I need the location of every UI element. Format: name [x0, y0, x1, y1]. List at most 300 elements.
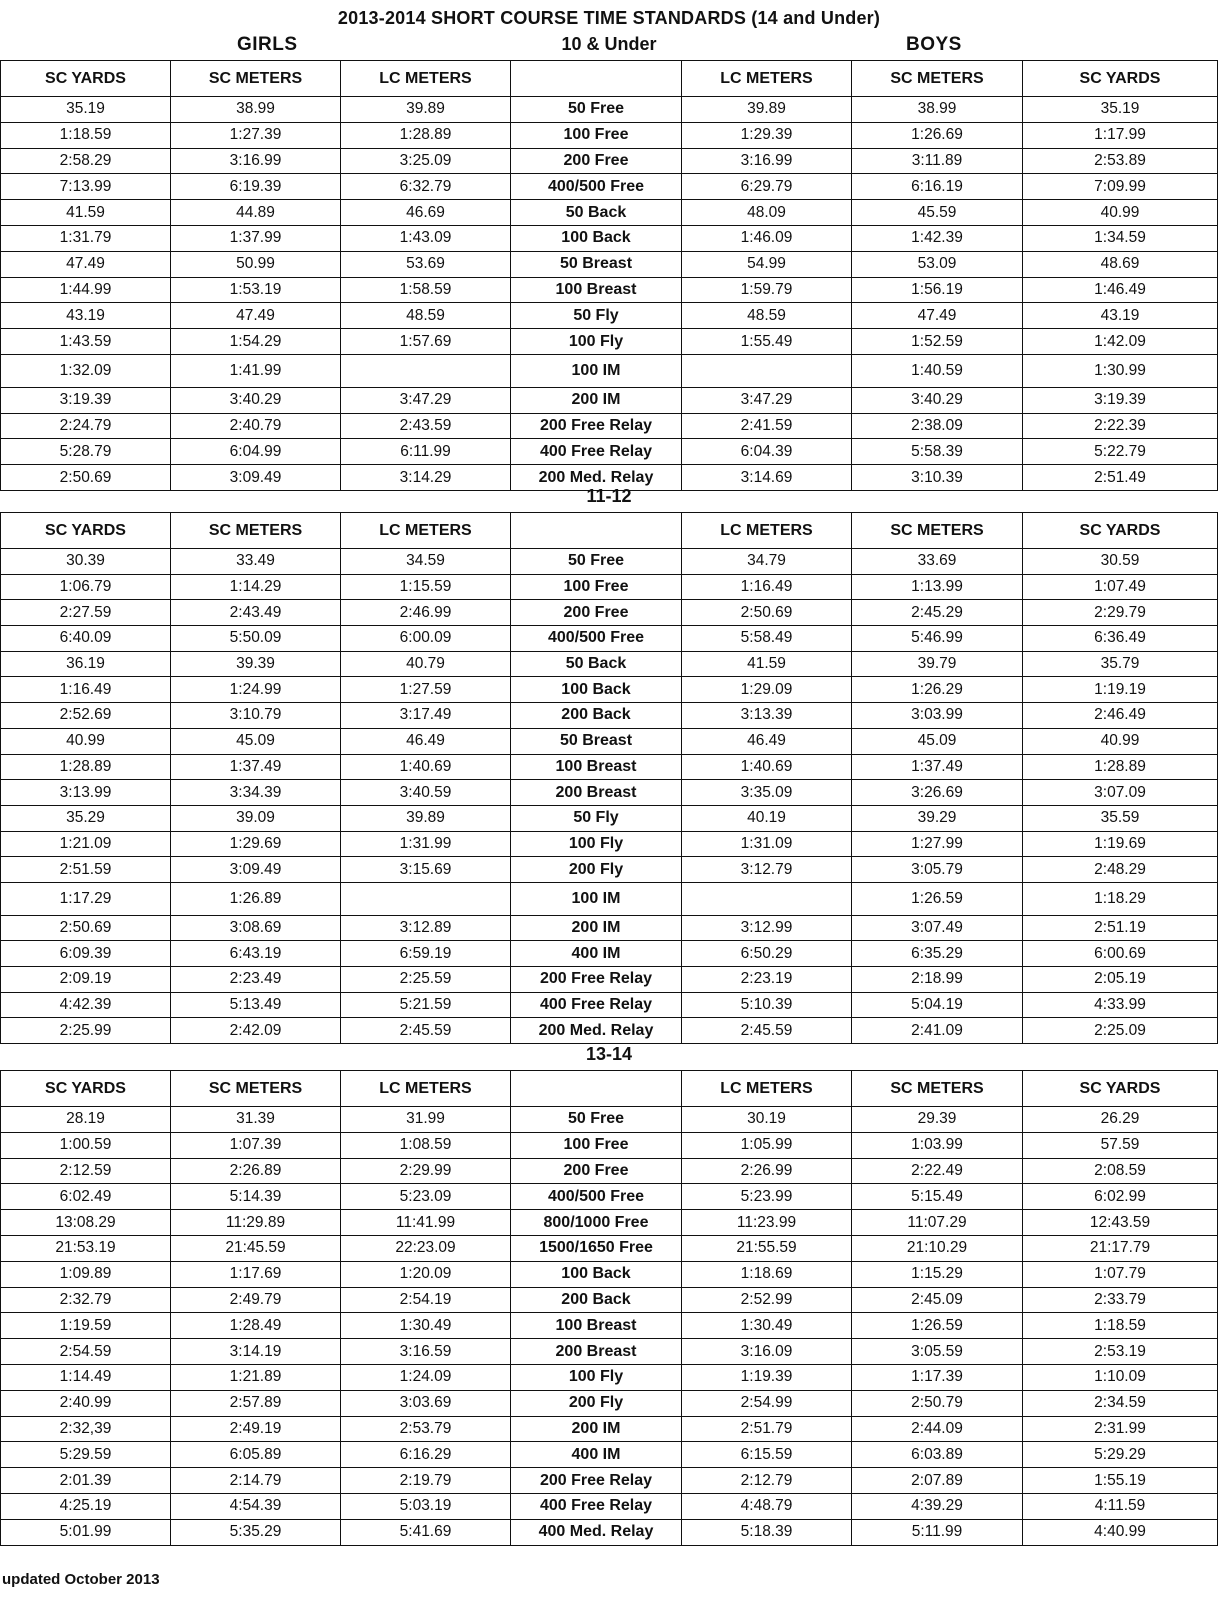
time-cell: 1:30.49 [341, 1313, 511, 1339]
time-cell: 3:10.39 [852, 465, 1023, 491]
column-header [511, 1071, 682, 1107]
event-cell: 100 Back [511, 1261, 682, 1287]
time-cell: 1:18.59 [1, 122, 171, 148]
table-row [1, 857, 1218, 883]
table-row [1, 1235, 1218, 1261]
time-cell: 6:15.59 [682, 1442, 852, 1468]
time-cell: 5:58.49 [682, 626, 852, 652]
time-cell: 11:41.99 [341, 1210, 511, 1236]
time-cell: 3:16.99 [682, 148, 852, 174]
time-cell: 47.49 [852, 303, 1023, 329]
time-cell: 4:39.29 [852, 1493, 1023, 1519]
table-row [1, 626, 1218, 652]
time-cell: 2:34.59 [1023, 1390, 1218, 1416]
column-header: SC YARDS [1, 513, 171, 549]
event-cell: 400 IM [511, 1442, 682, 1468]
event-cell: 200 Med. Relay [511, 465, 682, 491]
time-cell: 50.99 [171, 251, 341, 277]
time-cell: 2:50.69 [1, 465, 171, 491]
time-cell: 3:09.49 [171, 465, 341, 491]
time-cell: 1:55.19 [1023, 1468, 1218, 1494]
event-cell: 200 IM [511, 1416, 682, 1442]
time-cell: 6:36.49 [1023, 626, 1218, 652]
column-header [511, 513, 682, 549]
table-row [1, 805, 1218, 831]
time-cell: 5:29.29 [1023, 1442, 1218, 1468]
time-cell: 1:30.99 [1023, 354, 1218, 387]
time-cell: 2:25.99 [1, 1018, 171, 1044]
time-cell: 1:18.59 [1023, 1313, 1218, 1339]
time-cell: 6:43.19 [171, 941, 341, 967]
time-cell: 39.79 [852, 651, 1023, 677]
time-cell: 2:12.79 [682, 1468, 852, 1494]
time-cell: 1:20.09 [341, 1261, 511, 1287]
time-cell: 57.59 [1023, 1132, 1218, 1158]
time-cell: 2:43.59 [341, 413, 511, 439]
table-row [1, 574, 1218, 600]
time-cell: 6:11.99 [341, 439, 511, 465]
time-cell: 2:42.09 [171, 1018, 341, 1044]
time-cell: 5:18.39 [682, 1519, 852, 1545]
time-cell: 21:45.59 [171, 1235, 341, 1261]
time-cell: 3:11.89 [852, 148, 1023, 174]
time-cell: 35.19 [1023, 97, 1218, 123]
time-cell: 2:50.69 [1, 915, 171, 941]
column-header: SC YARDS [1023, 61, 1218, 97]
age-group-heading: 11-12 [586, 486, 632, 506]
time-cell: 3:05.59 [852, 1339, 1023, 1365]
time-cell: 4:48.79 [682, 1493, 852, 1519]
time-cell: 2:44.09 [852, 1416, 1023, 1442]
time-cell: 12:43.59 [1023, 1210, 1218, 1236]
time-cell: 3:13.39 [682, 703, 852, 729]
time-cell: 2:41.09 [852, 1018, 1023, 1044]
event-cell: 400 Free Relay [511, 1493, 682, 1519]
time-cell: 6:29.79 [682, 174, 852, 200]
time-cell: 2:25.09 [1023, 1018, 1218, 1044]
time-cell: 41.59 [1, 200, 171, 226]
column-header [511, 61, 682, 97]
time-cell: 1:37.99 [171, 225, 341, 251]
event-cell: 100 Free [511, 122, 682, 148]
event-cell: 400/500 Free [511, 626, 682, 652]
time-cell: 5:28.79 [1, 439, 171, 465]
table-row [1, 225, 1218, 251]
time-cell: 2:33.79 [1023, 1287, 1218, 1313]
time-cell: 3:40.29 [852, 387, 1023, 413]
table-row [1, 122, 1218, 148]
time-cell: 1:24.99 [171, 677, 341, 703]
time-cell: 46.69 [341, 200, 511, 226]
time-cell: 2:32,39 [1, 1416, 171, 1442]
event-cell: 200 IM [511, 387, 682, 413]
age-group-heading: 10 & Under [561, 34, 657, 54]
table-row [1, 251, 1218, 277]
time-cell: 1:42.09 [1023, 329, 1218, 355]
event-cell: 400 Free Relay [511, 439, 682, 465]
time-cell: 5:29.59 [1, 1442, 171, 1468]
event-cell: 100 Breast [511, 277, 682, 303]
event-cell: 200 Free [511, 600, 682, 626]
table-row [1, 780, 1218, 806]
time-cell [341, 354, 511, 387]
time-cell: 6:00.69 [1023, 941, 1218, 967]
event-cell: 100 Back [511, 677, 682, 703]
time-cell: 1:43.09 [341, 225, 511, 251]
time-cell: 6:03.89 [852, 1442, 1023, 1468]
time-cell: 1:10.09 [1023, 1364, 1218, 1390]
time-cell: 3:07.49 [852, 915, 1023, 941]
event-cell: 100 Fly [511, 329, 682, 355]
time-cell: 1:28.89 [1023, 754, 1218, 780]
time-cell: 45.09 [852, 728, 1023, 754]
time-cell: 2:14.79 [171, 1468, 341, 1494]
table-row [1, 387, 1218, 413]
time-cell: 3:10.79 [171, 703, 341, 729]
time-cell: 3:25.09 [341, 148, 511, 174]
time-cell: 6:04.39 [682, 439, 852, 465]
time-cell: 2:31.99 [1023, 1416, 1218, 1442]
time-cell: 6:16.19 [852, 174, 1023, 200]
time-cell: 1:26.89 [171, 882, 341, 915]
time-cell: 21:53.19 [1, 1235, 171, 1261]
time-cell: 46.49 [341, 728, 511, 754]
age-group-heading: 13-14 [585, 1044, 633, 1064]
time-cell [682, 882, 852, 915]
time-cell: 5:15.49 [852, 1184, 1023, 1210]
table-row [1, 967, 1218, 993]
table-row [1, 1313, 1218, 1339]
time-cell: 11:29.89 [171, 1210, 341, 1236]
time-cell: 35.19 [1, 97, 171, 123]
time-cell: 11:23.99 [682, 1210, 852, 1236]
column-header: LC METERS [682, 61, 852, 97]
event-cell: 100 Fly [511, 831, 682, 857]
event-cell: 50 Breast [511, 251, 682, 277]
time-cell: 3:26.69 [852, 780, 1023, 806]
table-row [1, 329, 1218, 355]
table-row [1, 915, 1218, 941]
table-row [1, 303, 1218, 329]
table-row [1, 1416, 1218, 1442]
column-header: SC METERS [852, 61, 1023, 97]
table-row [1, 600, 1218, 626]
time-cell: 38.99 [171, 97, 341, 123]
time-cell: 2:46.99 [341, 600, 511, 626]
table-row [1, 1158, 1218, 1184]
time-cell: 33.69 [852, 549, 1023, 575]
time-cell: 6:59.19 [341, 941, 511, 967]
time-cell: 40.19 [682, 805, 852, 831]
time-cell: 46.49 [682, 728, 852, 754]
event-cell: 50 Free [511, 549, 682, 575]
time-cell: 6:19.39 [171, 174, 341, 200]
time-cell: 43.19 [1, 303, 171, 329]
time-cell: 34.79 [682, 549, 852, 575]
time-cell: 40.99 [1023, 200, 1218, 226]
time-cell: 1:53.19 [171, 277, 341, 303]
time-cell: 2:51.79 [682, 1416, 852, 1442]
time-cell: 1:27.59 [341, 677, 511, 703]
time-cell: 2:52.99 [682, 1287, 852, 1313]
time-cell: 1:31.79 [1, 225, 171, 251]
time-cell: 2:50.69 [682, 600, 852, 626]
time-cell: 53.69 [341, 251, 511, 277]
time-cell: 6:04.99 [171, 439, 341, 465]
time-cell: 39.89 [341, 805, 511, 831]
time-cell: 6:00.09 [341, 626, 511, 652]
table-row [1, 992, 1218, 1018]
time-cell: 2:48.29 [1023, 857, 1218, 883]
time-cell: 1:27.99 [852, 831, 1023, 857]
time-cell: 6:50.29 [682, 941, 852, 967]
time-cell: 1:28.89 [341, 122, 511, 148]
time-cell: 54.99 [682, 251, 852, 277]
time-cell: 3:35.09 [682, 780, 852, 806]
time-cell: 1:37.49 [171, 754, 341, 780]
time-cell: 34.59 [341, 549, 511, 575]
event-cell: 800/1000 Free [511, 1210, 682, 1236]
time-cell: 1:59.79 [682, 277, 852, 303]
time-cell: 39.29 [852, 805, 1023, 831]
time-cell: 1:40.59 [852, 354, 1023, 387]
time-cell: 5:23.09 [341, 1184, 511, 1210]
time-cell: 1:19.59 [1, 1313, 171, 1339]
time-cell: 5:03.19 [341, 1493, 511, 1519]
time-cell: 2:53.89 [1023, 148, 1218, 174]
time-cell: 53.09 [852, 251, 1023, 277]
time-cell: 30.59 [1023, 549, 1218, 575]
table-row [1, 200, 1218, 226]
time-cell: 40.99 [1, 728, 171, 754]
column-header: LC METERS [682, 513, 852, 549]
time-cell: 1:16.49 [1, 677, 171, 703]
time-cell: 1:55.49 [682, 329, 852, 355]
time-cell: 4:42.39 [1, 992, 171, 1018]
table-row [1, 1468, 1218, 1494]
time-cell: 3:03.99 [852, 703, 1023, 729]
time-cell: 1:07.39 [171, 1132, 341, 1158]
event-cell: 200 Back [511, 1287, 682, 1313]
time-cell: 1:26.29 [852, 677, 1023, 703]
time-cell: 21:10.29 [852, 1235, 1023, 1261]
time-cell: 3:19.39 [1, 387, 171, 413]
time-cell: 3:05.79 [852, 857, 1023, 883]
time-cell: 6:09.39 [1, 941, 171, 967]
time-cell: 2:32.79 [1, 1287, 171, 1313]
time-cell: 5:46.99 [852, 626, 1023, 652]
event-cell: 400 IM [511, 941, 682, 967]
time-cell: 1:40.69 [682, 754, 852, 780]
time-cell: 26.29 [1023, 1107, 1218, 1133]
time-cell: 4:33.99 [1023, 992, 1218, 1018]
event-cell: 50 Fly [511, 303, 682, 329]
time-cell: 48.69 [1023, 251, 1218, 277]
time-cell: 3:09.49 [171, 857, 341, 883]
time-cell: 6:32.79 [341, 174, 511, 200]
time-cell: 39.89 [682, 97, 852, 123]
time-cell: 1:17.99 [1023, 122, 1218, 148]
time-cell: 2:46.49 [1023, 703, 1218, 729]
time-cell [341, 882, 511, 915]
time-cell: 28.19 [1, 1107, 171, 1133]
table-row [1, 1184, 1218, 1210]
time-cell: 2:29.79 [1023, 600, 1218, 626]
time-cell: 2:05.19 [1023, 967, 1218, 993]
table-row [1, 882, 1218, 915]
time-cell: 4:25.19 [1, 1493, 171, 1519]
time-cell: 29.39 [852, 1107, 1023, 1133]
time-cell: 1:27.39 [171, 122, 341, 148]
table-row [1, 97, 1218, 123]
time-cell: 5:23.99 [682, 1184, 852, 1210]
time-cell: 1:42.39 [852, 225, 1023, 251]
time-cell: 1:57.69 [341, 329, 511, 355]
time-cell: 1:43.59 [1, 329, 171, 355]
column-header: LC METERS [341, 1071, 511, 1107]
table-row [1, 439, 1218, 465]
time-cell: 2:23.19 [682, 967, 852, 993]
time-cell: 43.19 [1023, 303, 1218, 329]
column-header: SC YARDS [1023, 513, 1218, 549]
time-cell: 2:08.59 [1023, 1158, 1218, 1184]
table-row [1, 1107, 1218, 1133]
time-cell: 1:18.29 [1023, 882, 1218, 915]
time-cell: 1:13.99 [852, 574, 1023, 600]
girls-label: GIRLS [237, 34, 298, 55]
time-cell: 1:06.79 [1, 574, 171, 600]
time-cell: 2:40.99 [1, 1390, 171, 1416]
time-cell: 1:15.29 [852, 1261, 1023, 1287]
event-cell: 200 Free Relay [511, 413, 682, 439]
time-cell: 1:37.49 [852, 754, 1023, 780]
time-cell: 1:40.69 [341, 754, 511, 780]
time-cell: 35.29 [1, 805, 171, 831]
time-cell: 2:43.49 [171, 600, 341, 626]
column-header: SC YARDS [1, 1071, 171, 1107]
time-cell: 1:17.69 [171, 1261, 341, 1287]
table-row [1, 1132, 1218, 1158]
time-cell: 6:35.29 [852, 941, 1023, 967]
time-cell: 5:22.79 [1023, 439, 1218, 465]
event-cell: 200 Breast [511, 780, 682, 806]
table-row [1, 941, 1218, 967]
event-cell: 200 Free [511, 1158, 682, 1184]
time-cell: 1:26.69 [852, 122, 1023, 148]
table-row [1, 1210, 1218, 1236]
time-cell: 3:19.39 [1023, 387, 1218, 413]
time-cell: 2:19.79 [341, 1468, 511, 1494]
time-cell: 2:41.59 [682, 413, 852, 439]
time-cell: 5:04.19 [852, 992, 1023, 1018]
time-cell: 3:40.29 [171, 387, 341, 413]
time-cell: 6:16.29 [341, 1442, 511, 1468]
time-cell: 1:29.69 [171, 831, 341, 857]
event-cell: 100 Fly [511, 1364, 682, 1390]
time-cell: 2:40.79 [171, 413, 341, 439]
time-cell: 1:05.99 [682, 1132, 852, 1158]
time-cell: 2:54.19 [341, 1287, 511, 1313]
column-header-row [1, 61, 1218, 97]
time-cell: 5:13.49 [171, 992, 341, 1018]
time-cell: 2:25.59 [341, 967, 511, 993]
event-cell: 400 Free Relay [511, 992, 682, 1018]
time-cell: 31.99 [341, 1107, 511, 1133]
time-cell: 5:41.69 [341, 1519, 511, 1545]
column-header: SC METERS [171, 61, 341, 97]
time-cell: 1:31.99 [341, 831, 511, 857]
column-header: LC METERS [682, 1071, 852, 1107]
time-cell: 2:52.69 [1, 703, 171, 729]
time-cell: 6:05.89 [171, 1442, 341, 1468]
table-row [1, 1287, 1218, 1313]
time-cell: 21:17.79 [1023, 1235, 1218, 1261]
column-header: SC METERS [852, 513, 1023, 549]
time-cell: 3:14.19 [171, 1339, 341, 1365]
column-header-row [1, 1071, 1218, 1107]
time-cell: 13:08.29 [1, 1210, 171, 1236]
time-cell: 47.49 [171, 303, 341, 329]
table-row [1, 754, 1218, 780]
time-cell: 21:55.59 [682, 1235, 852, 1261]
time-cell: 3:15.69 [341, 857, 511, 883]
event-cell: 100 Back [511, 225, 682, 251]
table-row [1, 651, 1218, 677]
table-row [1, 549, 1218, 575]
time-cell: 1:21.89 [171, 1364, 341, 1390]
time-cell: 1:56.19 [852, 277, 1023, 303]
time-cell: 41.59 [682, 651, 852, 677]
time-cell: 2:24.79 [1, 413, 171, 439]
standards-table [0, 1070, 1218, 1546]
time-cell: 3:34.39 [171, 780, 341, 806]
time-cell: 3:13.99 [1, 780, 171, 806]
time-cell: 1:03.99 [852, 1132, 1023, 1158]
time-cell: 3:07.09 [1023, 780, 1218, 806]
time-cell: 2:57.89 [171, 1390, 341, 1416]
time-cell: 40.79 [341, 651, 511, 677]
time-cell: 2:54.59 [1, 1339, 171, 1365]
column-header: LC METERS [341, 61, 511, 97]
event-cell: 50 Free [511, 1107, 682, 1133]
time-cell: 1:14.29 [171, 574, 341, 600]
time-cell: 1:19.19 [1023, 677, 1218, 703]
event-cell: 1500/1650 Free [511, 1235, 682, 1261]
table-row [1, 148, 1218, 174]
time-cell: 3:14.69 [682, 465, 852, 491]
standards-table [0, 512, 1218, 1044]
standards-table [0, 60, 1218, 491]
table-row [1, 174, 1218, 200]
time-cell: 4:54.39 [171, 1493, 341, 1519]
time-cell: 3:14.29 [341, 465, 511, 491]
time-cell: 1:58.59 [341, 277, 511, 303]
event-cell: 200 Med. Relay [511, 1018, 682, 1044]
time-cell: 3:08.69 [171, 915, 341, 941]
time-cell: 40.99 [1023, 728, 1218, 754]
time-cell: 1:07.79 [1023, 1261, 1218, 1287]
time-cell: 31.39 [171, 1107, 341, 1133]
time-cell: 1:54.29 [171, 329, 341, 355]
event-cell: 100 Free [511, 1132, 682, 1158]
time-cell: 47.49 [1, 251, 171, 277]
time-cell: 1:17.39 [852, 1364, 1023, 1390]
time-cell: 1:07.49 [1023, 574, 1218, 600]
time-cell: 1:46.49 [1023, 277, 1218, 303]
time-cell: 1:08.59 [341, 1132, 511, 1158]
time-cell: 30.19 [682, 1107, 852, 1133]
time-cell: 44.89 [171, 200, 341, 226]
